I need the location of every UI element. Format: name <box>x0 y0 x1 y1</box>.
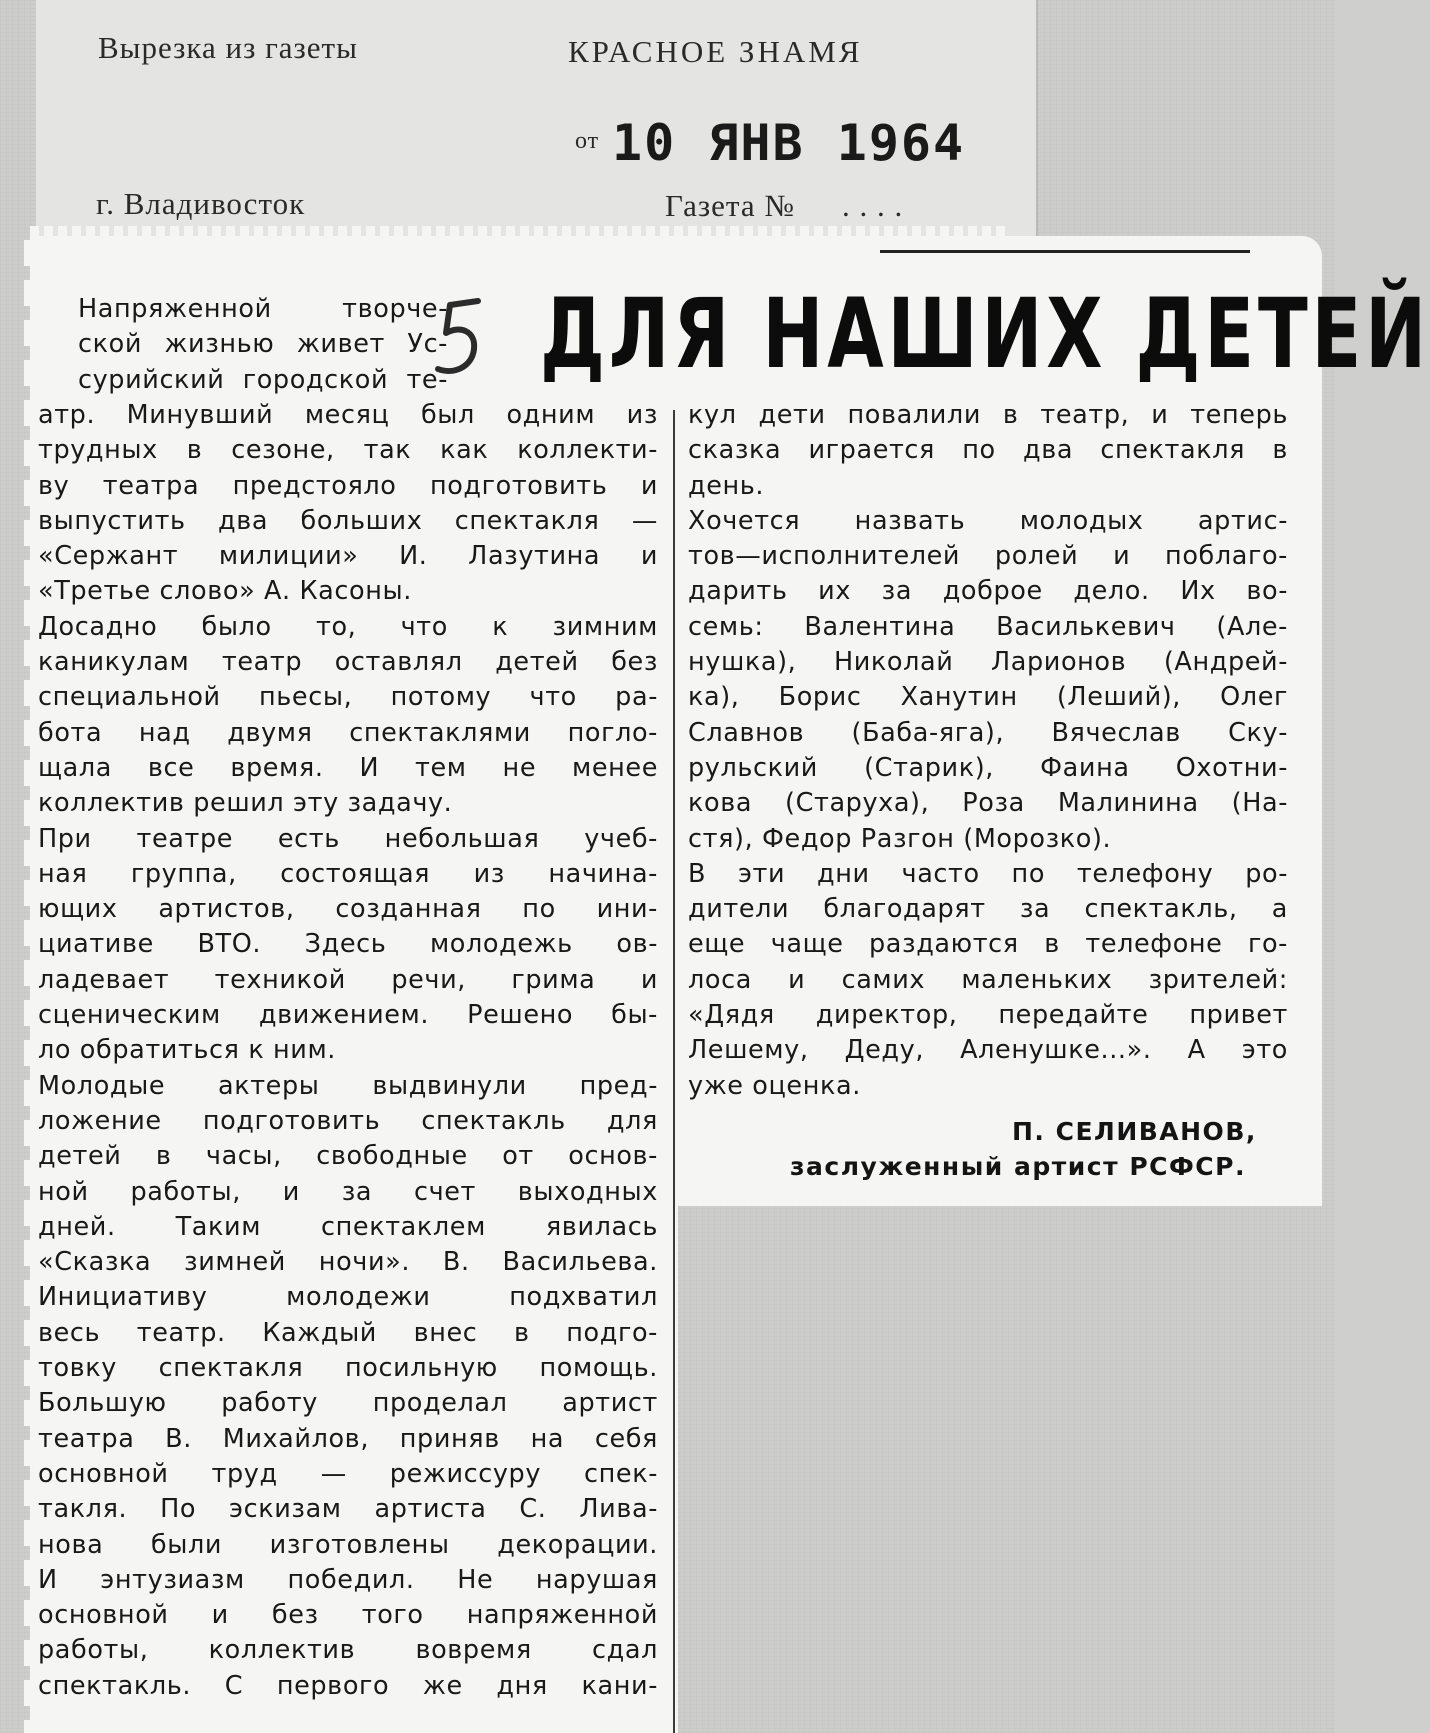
text-line: Хочется назвать молодых артис- <box>688 505 1288 536</box>
text-line: весь театр. Каждый внес в подго- <box>38 1317 658 1348</box>
text-line: ской жизнью живет Ус- <box>78 329 448 360</box>
article-headline: ДЛЯ НАШИХ ДЕТЕЙ <box>540 278 1430 390</box>
text-line: ной работы, и за счет выходных <box>38 1176 658 1207</box>
date-stamp: 10 ЯНВ 1964 <box>612 114 966 172</box>
text-line: «Сержант милиции» И. Лазутина и <box>38 541 658 572</box>
clipping-label: Вырезка из газеты <box>98 30 358 65</box>
text-line: Напряженной творче- <box>78 294 448 324</box>
signature-title: заслуженный артист РСФСР. <box>790 1152 1246 1181</box>
issue-dots: . . . . <box>842 188 904 223</box>
text-line: дней. Таким спектаклем явилась <box>38 1211 658 1242</box>
text-line: детей в часы, свободные от основ- <box>38 1141 658 1172</box>
text-line: ка), Борис Ханутин (Леший), Олег <box>688 682 1288 713</box>
text-line: ву театра предстояло подготовить и <box>38 470 658 501</box>
text-line: коллектив решил эту задачу. <box>38 788 453 819</box>
text-line: работы, коллектив вовремя сдал <box>38 1635 658 1666</box>
text-line: В эти дни часто по телефону ро- <box>688 858 1288 889</box>
text-line: основной и без того напряженной <box>38 1600 658 1631</box>
text-line: бота над двумя спектаклями погло- <box>38 717 658 748</box>
newspaper-name: КРАСНОЕ ЗНАМЯ <box>568 34 863 69</box>
text-line: семь: Валентина Василькевич (Але- <box>688 611 1288 642</box>
headline-rule <box>880 250 1250 253</box>
text-line: Большую работу проделал артист <box>38 1388 658 1419</box>
text-line: нова были изготовлены декорации. <box>38 1529 658 1560</box>
text-line: кул дети повалили в театр, и теперь <box>688 400 1288 430</box>
text-line: кова (Старуха), Роза Малинина (На- <box>688 788 1288 819</box>
text-line: день. <box>688 470 765 501</box>
text-line: нушка), Николай Ларионов (Андрей- <box>688 647 1288 678</box>
text-line: Славнов (Баба-яга), Вячеслав Ску- <box>688 717 1288 748</box>
text-line: «Сказка зимней ночи». В. Васильева. <box>38 1247 658 1278</box>
text-line: Лешему, Деду, Аленушке...». А это <box>688 1035 1288 1066</box>
text-line: атр. Минувший месяц был одним из <box>38 400 658 430</box>
column-divider <box>673 410 675 1733</box>
text-line: «Дядя директор, передайте привет <box>688 1000 1288 1031</box>
text-line: щала все время. И тем не менее <box>38 752 658 783</box>
text-line: сказка играется по два спектакля в <box>688 435 1288 466</box>
text-line: рульский (Старик), Фаина Охотни- <box>688 752 1288 783</box>
text-line: лоса и самих маленьких зрителей: <box>688 964 1288 995</box>
text-line: специальной пьесы, потому что ра- <box>38 682 658 713</box>
text-line: «Третье слово» А. Касоны. <box>38 576 412 607</box>
text-line: При театре есть небольшая учеб- <box>38 823 658 854</box>
text-line: ная группа, состоящая из начина- <box>38 858 658 889</box>
text-line: спектакль. С первого же дня кани- <box>38 1670 658 1701</box>
article-left-column <box>38 398 658 1704</box>
text-line: ладевает техникой речи, грима и <box>38 964 658 995</box>
article-right-column <box>688 398 1288 1104</box>
text-line: сценическим движением. Решено бы- <box>38 1000 658 1031</box>
text-line: товку спектакля посильную помощь. <box>38 1353 658 1384</box>
text-line: сурийский городской те- <box>78 364 448 395</box>
text-line: каникулам театр оставлял детей без <box>38 647 658 678</box>
issue-label: Газета № <box>665 188 795 223</box>
date-prefix: от <box>575 128 600 154</box>
article-lead <box>78 292 448 398</box>
text-line: ложение подготовить спектакль для <box>38 1105 658 1136</box>
text-line: основной труд — режиссуру спек- <box>38 1458 658 1489</box>
text-line: И энтузиазм победил. Не нарушая <box>38 1564 658 1595</box>
text-line: циативе ВТО. Здесь молодежь ов- <box>38 929 658 960</box>
text-line: уже оценка. <box>688 1070 861 1101</box>
text-line: выпустить два больших спектакля — <box>38 505 658 536</box>
text-line: Досадно было то, что к зимним <box>38 611 658 642</box>
text-line: дарить их за доброе дело. Их во- <box>688 576 1288 607</box>
text-line: Молодые актеры выдвинули пред- <box>38 1070 658 1101</box>
text-line: тов—исполнителей ролей и поблаго- <box>688 541 1288 572</box>
text-line: ло обратиться к ним. <box>38 1035 337 1066</box>
text-line: Инициативу молодежи подхватил <box>38 1282 658 1313</box>
signature-name: П. СЕЛИВАНОВ, <box>1012 1117 1257 1146</box>
text-line: ющих артистов, созданная по ини- <box>38 894 658 925</box>
text-line: театра В. Михайлов, приняв на себя <box>38 1423 658 1454</box>
text-line: трудных в сезоне, так как коллекти- <box>38 435 658 466</box>
text-line: еще чаще раздаются в телефоне го- <box>688 929 1288 960</box>
clip-cut-edge <box>24 240 34 1733</box>
text-line: стя), Федор Разгон (Морозко). <box>688 823 1112 854</box>
city-label: г. Владивосток <box>96 186 306 221</box>
text-line: дители благодарят за спектакль, а <box>688 894 1288 925</box>
text-line: такля. По эскизам артиста С. Лива- <box>38 1494 658 1525</box>
